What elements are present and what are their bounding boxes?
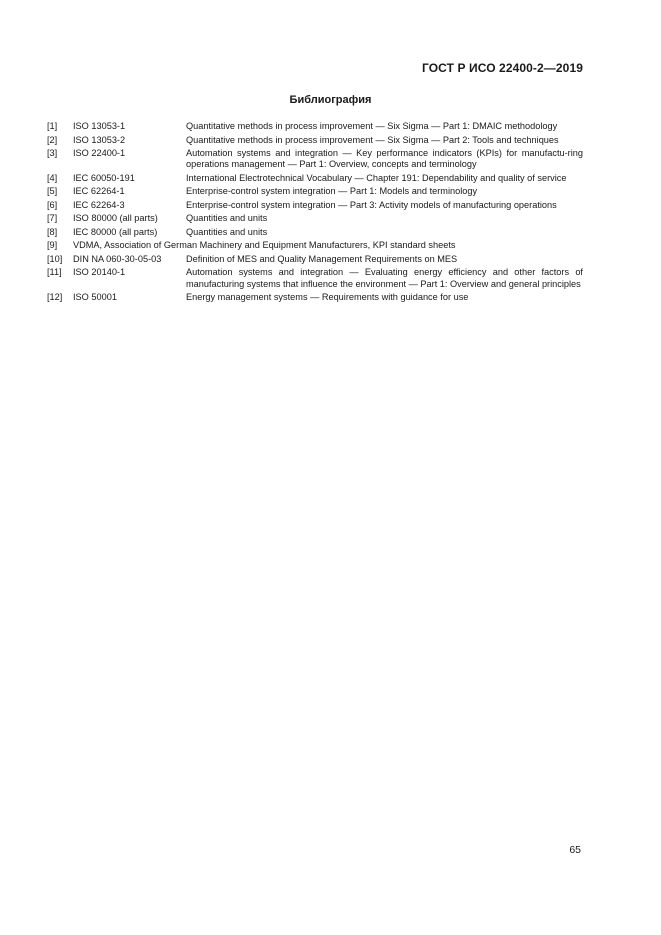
entry-code: ISO 20140-1 [73,267,126,278]
entry-text: VDMA, Association of German Machinery and Equipment Manufacturers, KPI standard sheets [73,240,456,251]
entry-code: ISO 22400-1 [73,148,126,158]
entry-code: IEC 80000 (all parts) [73,226,158,237]
entry-number: [4] [47,172,58,183]
entry-number: [10] [47,253,63,264]
bibliography-entry [47,292,583,303]
bibliography-entry [47,200,583,211]
entry-code: ISO 13053-1 [73,121,126,131]
entry-text: Energy management systems — Requirements with guidance for use [186,292,469,303]
entry-code: ISO 13053-2 [73,134,126,145]
entry-text: Enterprise-control system integration — Part 3: Activity models of manufacturing operations [186,199,557,210]
page-number: 65 [569,844,581,856]
bibliography-entry [47,148,583,171]
entry-text: Quantitative methods in process improvement — Six Sigma — Part 1: DMAIC methodology [186,121,558,131]
entry-text: Automation systems and integration — Evaluating energy efficiency and other factors of manufacturing systems that influence the environment — Part 1: Overview and general principles [186,267,583,289]
bibliography-entry [47,267,583,290]
entry-text: Automation systems and integration — Key performance indicators (KPIs) for manufactu-ring operations management — Part 1: Overview, concepts and terminology [186,148,583,170]
bibliography-entry [47,186,583,197]
bibliography-entry [47,173,583,184]
entry-number: [9] [47,240,58,251]
entry-code: ISO 80000 (all parts) [73,213,158,224]
entry-text: Quantities and units [186,226,268,237]
entry-code: DIN NA 060-30-05-03 [73,253,162,264]
bibliography-entry [47,227,583,238]
bibliography-entry [47,213,583,224]
entry-number: [12] [47,292,63,303]
entry-number: [2] [47,134,58,145]
entry-number: [5] [47,186,58,197]
entry-code: IEC 62264-1 [73,186,125,197]
bibliography-title: Библиография [289,94,372,106]
entry-number: [8] [47,226,58,237]
document-code: ГОСТ Р ИСО 22400-2—2019 [421,61,583,75]
entry-number: [11] [47,267,62,278]
entry-text: Definition of MES and Quality Management Requirements on MES [186,253,458,264]
entry-number: [6] [47,199,58,210]
bibliography-entry [47,254,583,265]
bibliography-entry [47,240,583,251]
entry-code: IEC 62264-3 [73,199,125,210]
entry-code: ISO 50001 [73,292,117,303]
bibliography-entry [47,121,583,132]
bibliography-entry [47,135,583,146]
entry-text: Quantitative methods in process improvement — Six Sigma — Part 2: Tools and techniques [186,134,559,145]
entry-text: Quantities and units [186,213,268,224]
entry-text: Enterprise-control system integration — Part 1: Models and terminology [186,186,478,197]
entry-code: IEC 60050-191 [73,172,135,183]
entry-number: [3] [47,148,58,158]
entry-number: [7] [47,213,58,224]
bibliography-list [47,121,583,304]
entry-text: International Electrotechnical Vocabulary — Chapter 191: Dependability and quality of service [186,172,567,183]
entry-number: [1] [47,121,58,131]
